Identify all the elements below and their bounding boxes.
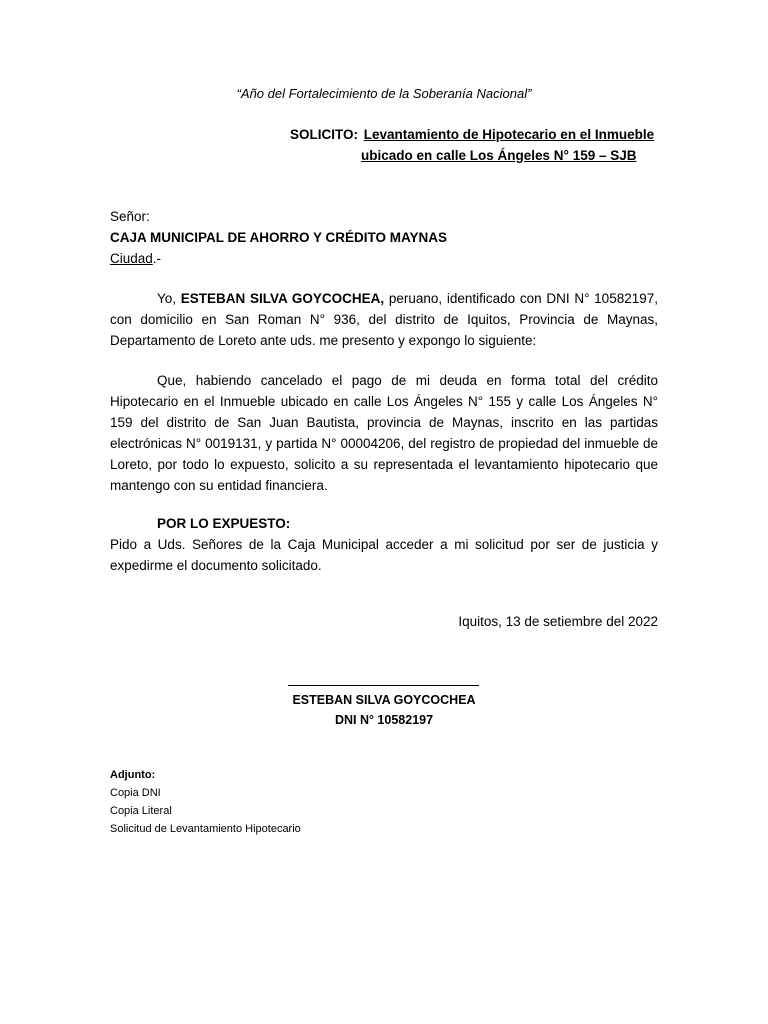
closing-paragraph: Pido a Uds. Señores de la Caja Municipal acceder a mi solicitud por ser de justicia y expedirme el documento solicitado. xyxy=(110,537,658,573)
city-suffix: .- xyxy=(152,251,162,266)
subject-line-1 xyxy=(290,124,670,145)
organization-name: CAJA MUNICIPAL DE AHORRO Y CRÉDITO MAYNAS xyxy=(110,230,448,245)
intro-text: Yo, xyxy=(157,291,181,306)
attachment-item: Solicitud de Levantamiento Hipotecario xyxy=(110,823,301,835)
paragraph-introduction xyxy=(110,288,658,351)
attachment-item: Copia Literal xyxy=(110,805,172,817)
attachment-item: Copia DNI xyxy=(110,787,161,799)
signer-dni: DNI N° 10582197 xyxy=(334,713,434,727)
attachments-heading: Adjunto: xyxy=(110,769,156,781)
city-line xyxy=(110,248,658,269)
intro-rest: peruano, identificado con DNI N° 10582197, con domicilio en San Roman N° 936, del distrito de Iquitos, Provincia de Maynas, Departamento de Loreto ante uds. me presento y expongo lo siguiente: xyxy=(110,291,658,348)
attachments-block xyxy=(110,766,301,838)
signature-line xyxy=(288,685,479,686)
applicant-name: ESTEBAN SILVA GOYCOCHEA, xyxy=(180,291,385,306)
subject-text-2: ubicado en calle Los Ángeles N° 159 – SJB xyxy=(361,148,637,163)
subject-line-2 xyxy=(290,145,670,166)
subject-label: SOLICITO: xyxy=(290,127,359,142)
year-motto: “Año del Fortalecimiento de la Soberanía Nacional” xyxy=(236,86,532,101)
city-name: Ciudad xyxy=(110,251,153,266)
addressee-block xyxy=(110,206,658,269)
salutation: Señor: xyxy=(110,209,150,224)
document-date: Iquitos, 13 de setiembre del 2022 xyxy=(458,614,658,629)
subject-block xyxy=(290,124,670,166)
subject-text-1: Levantamiento de Hipotecario en el Inmueble xyxy=(363,127,655,142)
closing-heading: POR LO EXPUESTO: xyxy=(157,516,291,531)
signer-name: ESTEBAN SILVA GOYCOCHEA xyxy=(292,693,476,707)
signature-block xyxy=(200,690,568,730)
paragraph-request: Que, habiendo cancelado el pago de mi deuda en forma total del crédito Hipotecario en el Inmueble ubicado en calle Los Ángeles N° 155 y calle Los Ángeles N° 159 del distrito de San Juan Bautista, provincia de Maynas, inscrito en las partidas electrónicas N° 0019131, y partida N° 00004206, del registro de propiedad del inmueble de Loreto, por todo lo expuesto, solicito a su representada el levantamiento hipotecario que mantengo con su entidad financiera. xyxy=(110,373,658,493)
